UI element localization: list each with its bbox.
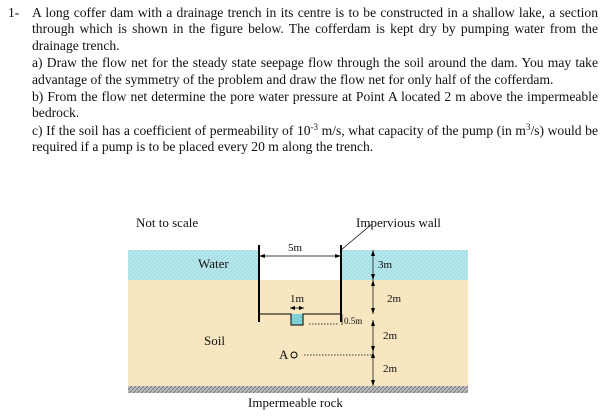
question-part-a: a) Draw the flow net for the steady state seepage flow through the soil around the dam. You may take advantage of the symmetry of the problem and draw the flow net for only half of the cofferdam. <box>32 55 598 87</box>
water-label: Water <box>198 256 229 271</box>
soil-label: Soil <box>204 333 225 348</box>
question-number: 1- <box>8 5 20 20</box>
dim-2m-c-label: 2m <box>383 363 398 375</box>
question-intro: A long coffer dam with a drainage trench in its centre is to be constructed in a shallow lake, a section through which is shown in the figure below. The cofferdam is kept dry by pumping water from the drainage trench. <box>32 5 598 53</box>
part-c-exponent-2: 3 <box>525 121 531 132</box>
dim-2m-b-label: 2m <box>383 330 398 342</box>
drainage-trench <box>291 314 303 325</box>
width-1m-label: 1m <box>290 293 305 305</box>
point-a-label: A <box>279 347 289 362</box>
question-body <box>32 5 598 156</box>
dim-3m-label: 3m <box>378 259 393 271</box>
not-to-scale-label: Not to scale <box>136 215 199 230</box>
question-part-b: b) From the flow net determine the pore water pressure at Point A located 2 m above the impermeable bedrock. <box>32 89 598 121</box>
impervious-wall-label: Impervious wall <box>356 215 441 230</box>
dim-2m-a-label: 2m <box>387 293 402 305</box>
cofferdam-figure <box>128 210 468 416</box>
question-block <box>8 5 598 156</box>
part-c-text-2: m/s, what capacity of the pump (in m <box>318 122 526 138</box>
part-c-text-1: c) If the soil has a coefficient of permeability of 10 <box>32 122 311 138</box>
part-c-exponent: -3 <box>310 121 319 132</box>
depth-05m-label: 0.5m <box>344 316 363 326</box>
width-5m-label: 5m <box>288 242 303 254</box>
impermeable-rock-label: Impermeable rock <box>248 395 343 410</box>
part-c-text-3: /s) would be required if a pump is to be placed every 20 m along the trench. <box>32 122 598 155</box>
question-part-c <box>32 123 598 156</box>
impermeable-rock-layer <box>128 386 468 393</box>
